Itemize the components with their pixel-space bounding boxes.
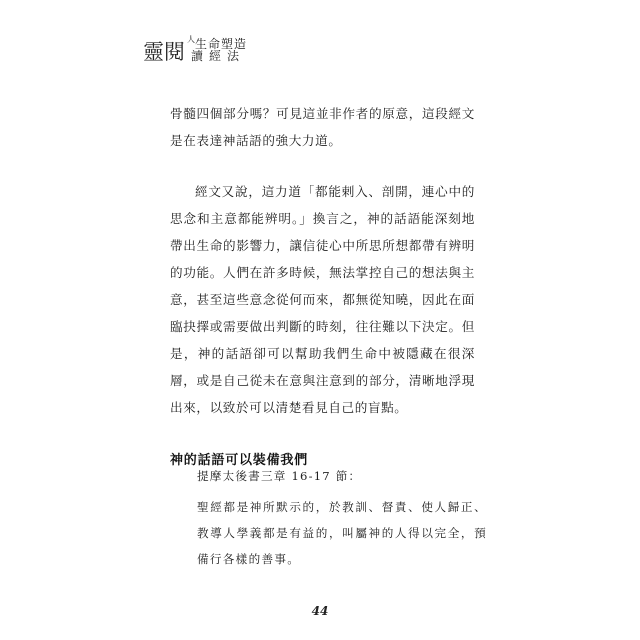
section-heading: 神的話語可以裝備我們	[170, 453, 309, 468]
header-subtitle-prefix: 人	[187, 35, 195, 44]
header-subtitle-line-2: 讀經法	[191, 49, 246, 63]
paragraph-2: 經文又說，這力道「都能剌入、剖開，連心中的思念和主意都能辨明。」換言之，神的話語能深刻地帶出生命的影響力，讓信徒心中所思所想都帶有辨明的功能。人們在許多時候，無法掌控自己的想法與主意，甚至這些意念從何而來，都無從知曉，因此在面臨抉擇或需要做出判斷的時刻，往往難以下決定。但是，神的話語卻可以幫助我們生命中被隱藏在很深層，或是自己從未在意與注意到的部分，清晰地浮現出來，以致於可以清楚看見自己的盲點。	[170, 184, 475, 415]
running-header	[143, 34, 267, 64]
paragraph-1: 骨髓四個部分嗎？可見這並非作者的原意，這段經文是在表達神話語的強大力道。	[170, 106, 475, 148]
quote-reference: 提摩太後書三章 16-17 節：	[197, 469, 362, 483]
header-subtitle	[187, 36, 267, 64]
quote-text: 聖經都是神所默示的，於教訓、督責、使人歸正、教導人學義都是有益的，叫屬神的人得以完全，預備行各樣的善事。	[197, 500, 487, 566]
page-number: 44	[311, 604, 329, 618]
main-text	[170, 100, 475, 473]
header-title: 靈閱	[143, 40, 185, 64]
scripture-quote	[197, 466, 487, 572]
header-subtitle-line-1: 生命塑造	[195, 37, 248, 51]
